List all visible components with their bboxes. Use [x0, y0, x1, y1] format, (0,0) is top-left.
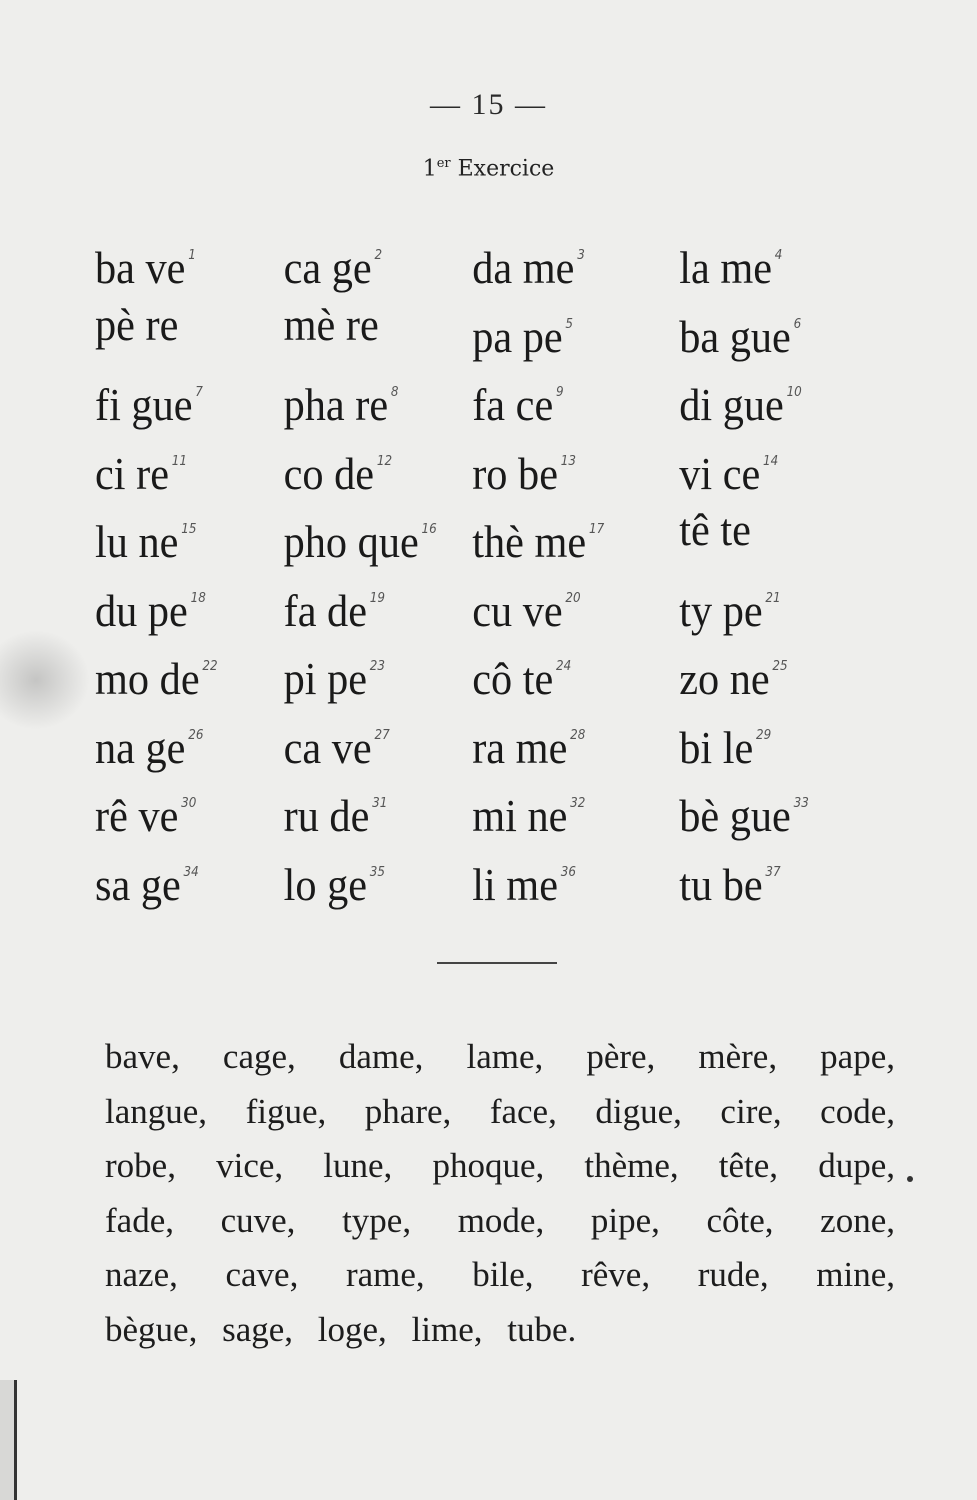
- handwritten-number: 2: [374, 248, 383, 263]
- syllable-text: ro be: [472, 447, 558, 499]
- handwritten-number: 22: [202, 659, 218, 674]
- syllable-cell: [284, 359, 473, 428]
- syllable-cell: [679, 702, 858, 771]
- syllable-cell: [679, 428, 858, 497]
- syllable-text: ba gue: [679, 310, 791, 362]
- word-line: naze, cave, rame, bile, rêve, rude, mine,: [105, 1255, 895, 1294]
- exercise-ordinal: 1: [422, 156, 437, 182]
- syllable-cell: [679, 359, 858, 428]
- handwritten-number: 37: [765, 864, 781, 880]
- handwritten-number: 25: [772, 659, 788, 674]
- syllable-cell: [679, 633, 858, 702]
- handwritten-number: 30: [181, 796, 197, 811]
- handwritten-number: 14: [763, 453, 779, 469]
- margin-dot: [907, 1176, 913, 1182]
- page-number: — 15 —: [430, 88, 547, 121]
- word-line: robe, vice, lune, phoque, thème, tête, dupe,: [105, 1146, 895, 1185]
- syllable-text: li me: [472, 858, 559, 910]
- handwritten-number: 12: [376, 453, 393, 469]
- syllable-text: du pe: [95, 584, 188, 636]
- handwritten-number: 6: [793, 316, 802, 332]
- syllable-text: pa pe: [472, 310, 563, 362]
- syllable-text: lo ge: [283, 858, 368, 910]
- handwritten-number: 18: [190, 590, 206, 606]
- syllable-cell: [284, 222, 473, 291]
- syllable-cell: [284, 565, 473, 634]
- handwritten-number: 23: [369, 659, 386, 674]
- syllable-text: ra me: [472, 721, 568, 773]
- syllable-cell: [679, 770, 858, 839]
- handwritten-number: 15: [181, 522, 197, 537]
- syllable-text: thè me: [472, 516, 587, 567]
- syllable-text: la me: [679, 242, 773, 293]
- handwritten-number: 29: [756, 727, 772, 743]
- handwritten-number: 33: [793, 796, 809, 811]
- syllable-cell: [95, 359, 284, 428]
- handwritten-number: 1: [188, 248, 196, 263]
- syllable-cell: [95, 633, 284, 702]
- syllable-cell: [472, 839, 679, 908]
- syllable-text: fa de: [283, 584, 368, 636]
- syllable-text: ci re: [95, 447, 170, 499]
- exercise-title: [0, 156, 977, 181]
- syllable-cell: [472, 770, 679, 839]
- syllable-cell: [95, 291, 284, 360]
- handwritten-number: 8: [390, 385, 399, 400]
- syllable-text: fi gue: [95, 379, 193, 430]
- syllable-cell: [472, 565, 679, 634]
- syllable-cell: [95, 839, 284, 908]
- syllable-text: mi ne: [472, 790, 568, 841]
- syllable-cell: [95, 702, 284, 771]
- syllable-text: pè re: [95, 298, 179, 350]
- syllable-cell: [472, 702, 679, 771]
- handwritten-number: 20: [565, 590, 581, 606]
- syllable-cell: [284, 633, 473, 702]
- handwritten-number: 10: [786, 385, 802, 400]
- exercise-ordinal-suffix: er: [436, 156, 451, 171]
- syllable-cell: [679, 839, 858, 908]
- handwritten-number: 13: [560, 453, 576, 469]
- syllable-cell: [472, 496, 679, 565]
- syllable-cell: [679, 565, 858, 634]
- syllable-text: zo ne: [679, 653, 770, 704]
- syllable-text: mo de: [95, 653, 200, 704]
- syllable-text: cô te: [472, 653, 554, 704]
- syllable-text: pho que: [283, 516, 419, 567]
- handwritten-number: 34: [183, 864, 199, 880]
- syllable-cell: [284, 496, 473, 565]
- syllable-cell: [472, 291, 679, 360]
- syllable-cell: [472, 359, 679, 428]
- syllable-text: ty pe: [679, 584, 763, 636]
- syllable-cell: [679, 496, 858, 565]
- syllable-cell: [472, 222, 679, 291]
- word-line: langue, figue, phare, face, digue, cire, code,: [105, 1091, 895, 1131]
- handwritten-number: 32: [570, 796, 586, 811]
- syllable-text: tu be: [679, 858, 763, 910]
- syllable-text: na ge: [95, 721, 186, 773]
- page-binding-edge: [0, 1380, 17, 1500]
- handwritten-number: 11: [171, 453, 187, 469]
- handwritten-number: 9: [555, 385, 564, 400]
- syllable-cell: [284, 702, 473, 771]
- syllable-cell: [472, 633, 679, 702]
- syllable-cell: [284, 291, 473, 360]
- syllable-text: tê te: [679, 504, 751, 555]
- handwritten-number: 28: [570, 727, 586, 743]
- handwritten-number: 3: [577, 248, 585, 263]
- handwritten-number: 31: [372, 796, 388, 811]
- handwritten-number: 35: [369, 864, 386, 880]
- word-line: bègue, sage, loge, lime, tube.: [105, 1309, 577, 1349]
- syllable-text: ba ve: [95, 242, 186, 293]
- syllable-text: bi le: [679, 721, 754, 773]
- syllable-text: vi ce: [679, 447, 761, 499]
- handwritten-number: 17: [588, 522, 605, 537]
- syllable-cell: [472, 428, 679, 497]
- syllable-cell: [95, 222, 284, 291]
- syllable-text: bè gue: [679, 790, 791, 841]
- handwritten-number: 36: [560, 864, 576, 880]
- syllable-text: fa ce: [472, 379, 554, 430]
- syllable-text: mè re: [283, 298, 379, 350]
- syllable-text: ca ge: [283, 242, 372, 293]
- handwritten-number: 26: [188, 727, 204, 743]
- handwritten-number: 5: [565, 316, 574, 332]
- handwritten-number: 24: [556, 659, 572, 674]
- handwritten-number: 27: [374, 727, 390, 743]
- syllable-text: di gue: [679, 379, 784, 430]
- syllable-cell: [284, 428, 473, 497]
- word-line: bave, cage, dame, lame, père, mère, pape,: [105, 1037, 895, 1076]
- syllable-text: da me: [472, 242, 575, 293]
- syllable-text: co de: [283, 447, 375, 499]
- handwritten-number: 16: [421, 522, 437, 537]
- handwritten-number: 19: [369, 590, 385, 606]
- syllable-cell: [284, 770, 473, 839]
- section-divider: [437, 962, 557, 964]
- paper-stain: [0, 630, 90, 730]
- syllable-text: sa ge: [95, 858, 181, 910]
- syllable-cell: [95, 770, 284, 839]
- syllable-text: pi pe: [283, 653, 368, 704]
- syllable-text: cu ve: [472, 584, 563, 636]
- handwritten-number: 7: [195, 385, 203, 400]
- syllable-text: lu ne: [95, 516, 179, 567]
- syllable-cell: [95, 428, 284, 497]
- syllable-grid: [95, 222, 859, 910]
- syllable-text: ru de: [283, 790, 370, 841]
- syllable-text: ca ve: [283, 721, 372, 773]
- syllable-cell: [679, 222, 858, 291]
- word-line: fade, cuve, type, mode, pipe, côte, zone,: [105, 1200, 895, 1240]
- syllable-text: rê ve: [95, 790, 179, 841]
- syllable-cell: [95, 565, 284, 634]
- syllable-cell: [284, 839, 473, 908]
- syllable-text: pha re: [283, 379, 389, 430]
- exercise-label: Exercice: [457, 156, 555, 182]
- syllable-cell: [95, 496, 284, 565]
- handwritten-number: 21: [765, 590, 781, 606]
- syllable-cell: [679, 291, 858, 360]
- word-list: [105, 1030, 895, 1357]
- handwritten-number: 4: [774, 248, 783, 263]
